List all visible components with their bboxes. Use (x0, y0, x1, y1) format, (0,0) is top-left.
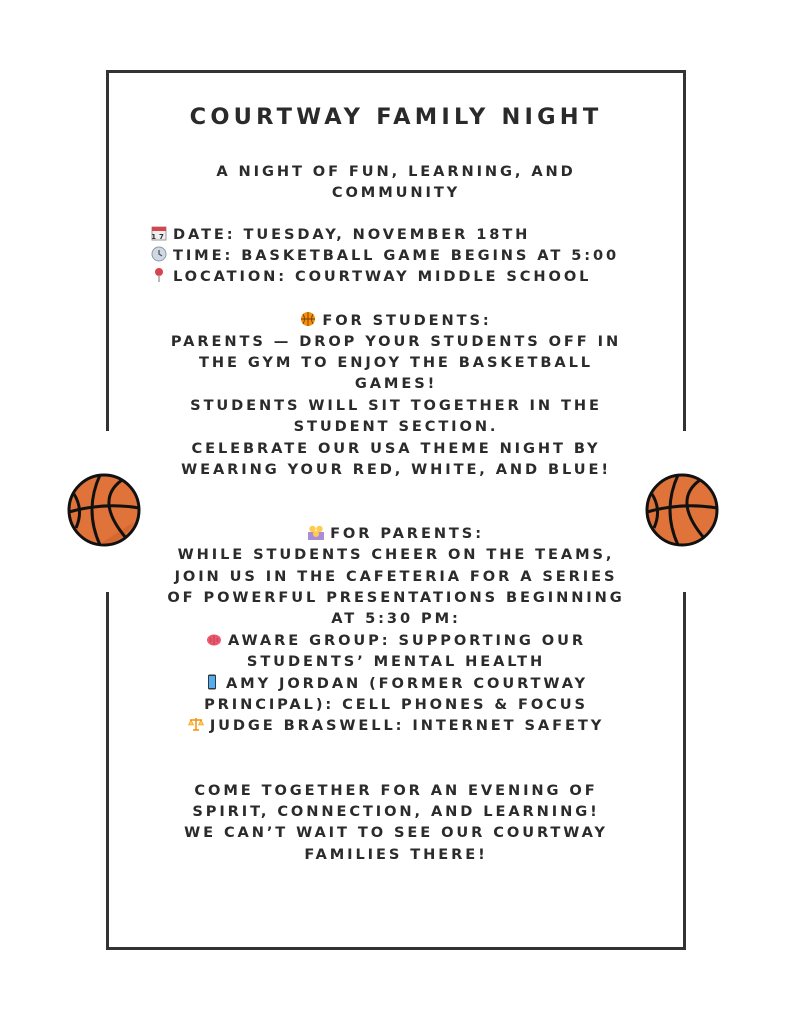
presentation-2-row (109, 673, 683, 694)
parents-line-1: WHILE STUDENTS CHEER ON THE TEAMS, (177, 546, 615, 563)
presentation-2-line-1: AMY JORDAN (FORMER COURTWAY (225, 675, 589, 692)
students-line-7: WEARING YOUR RED, WHITE, AND BLUE! (181, 461, 611, 478)
frame-border-right-lower (683, 592, 686, 950)
parents-heading-row (109, 523, 683, 544)
presentation-2-line-2: PRINCIPAL): CELL PHONES & FOCUS (204, 696, 588, 713)
svg-text:17: 17 (151, 233, 167, 241)
frame-border-top (106, 70, 686, 73)
calendar-icon (151, 225, 167, 241)
frame-border-bottom (106, 947, 686, 950)
date-text: DATE: TUESDAY, NOVEMBER 18TH (173, 226, 531, 243)
frame-border-right-upper (683, 70, 686, 431)
phone-icon (204, 674, 220, 690)
brain-icon (206, 631, 222, 647)
closing-line-2: SPIRIT, CONNECTION, AND LEARNING! (192, 803, 600, 820)
time-text: TIME: BASKETBALL GAME BEGINS AT 5:00 (173, 247, 620, 264)
parents-line-2: JOIN US IN THE CAFETERIA FOR A SERIES (174, 568, 618, 585)
students-line-1: PARENTS — DROP YOUR STUDENTS OFF IN (170, 333, 622, 350)
presentation-3-line-1: JUDGE BRASWELL: INTERNET SAFETY (209, 717, 605, 734)
students-line-4: STUDENTS WILL SIT TOGETHER IN THE (190, 397, 602, 414)
subtitle-line-2: COMMUNITY (331, 184, 461, 201)
parents-line-3: OF POWERFUL PRESENTATIONS BEGINNING (167, 589, 625, 606)
location-row (151, 266, 683, 287)
presentation-3-row (109, 715, 683, 736)
subtitle-line-1: A NIGHT OF FUN, LEARNING, AND (216, 163, 576, 180)
closing-line-3: WE CAN’T WAIT TO SEE OUR COURTWAY (184, 824, 608, 841)
students-line-6: CELEBRATE OUR USA THEME NIGHT BY (191, 440, 601, 457)
presentation-1-line-1: AWARE GROUP: SUPPORTING OUR (228, 632, 586, 649)
clock-icon (151, 246, 167, 262)
family-icon (308, 524, 324, 540)
basketball-icon (300, 311, 316, 327)
students-heading: FOR STUDENTS: (322, 312, 492, 329)
students-line-5: STUDENT SECTION. (293, 418, 499, 435)
students-line-3: GAMES! (354, 375, 438, 392)
date-row (151, 224, 683, 245)
parents-heading: FOR PARENTS: (330, 525, 484, 542)
presentation-1-line-2: STUDENTS’ MENTAL HEALTH (246, 653, 546, 670)
flyer-title: COURTWAY FAMILY NIGHT (189, 104, 603, 130)
closing-line-1: COME TOGETHER FOR AN EVENING OF (194, 782, 598, 799)
closing-line-4: FAMILIES THERE! (304, 846, 488, 863)
scales-icon (188, 716, 204, 732)
students-line-2: THE GYM TO ENJOY THE BASKETBALL (199, 354, 593, 371)
location-text: LOCATION: COURTWAY MIDDLE SCHOOL (173, 268, 592, 285)
time-row (151, 245, 683, 266)
presentation-1-row (109, 630, 683, 651)
pin-icon (151, 267, 167, 283)
parents-line-4: AT 5:30 PM: (331, 610, 461, 627)
students-heading-row (109, 310, 683, 331)
